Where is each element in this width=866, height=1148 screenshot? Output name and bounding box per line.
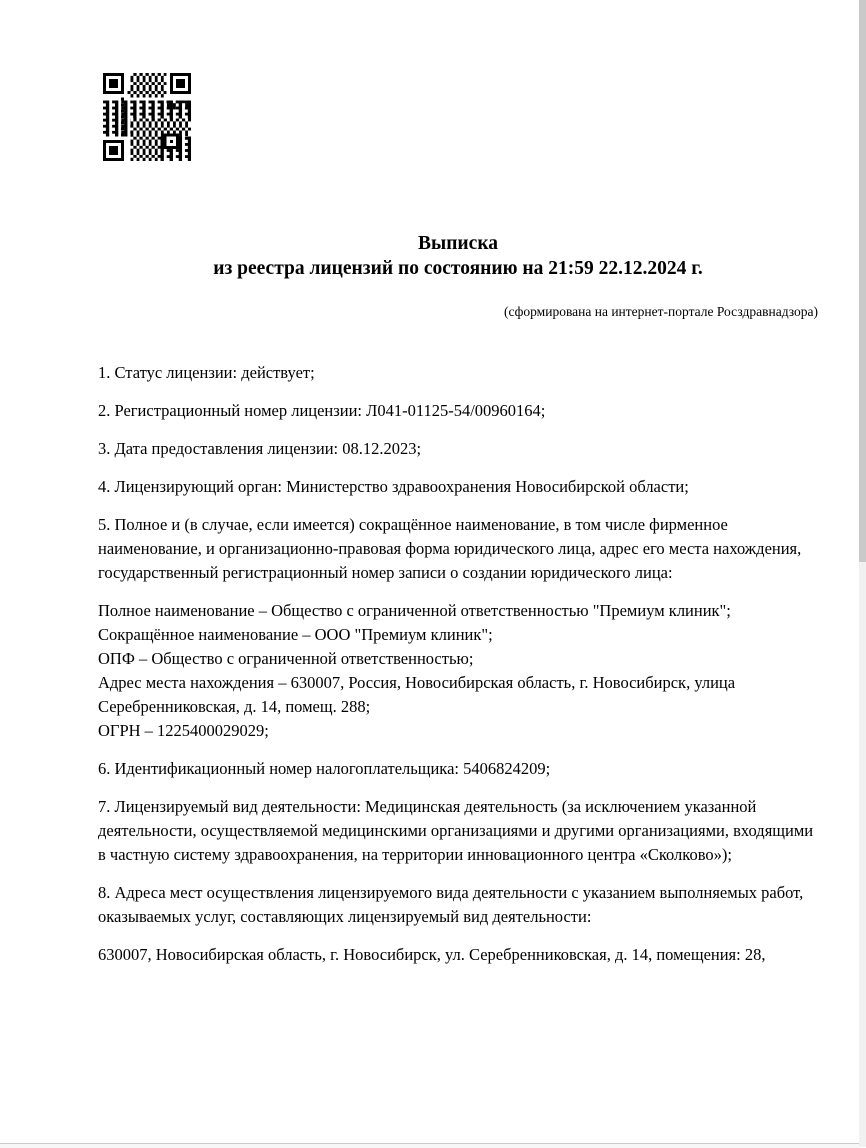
page-bottom-edge xyxy=(0,1143,859,1148)
license-reg-number: 2. Регистрационный номер лицензии: Л041-01125-54/00960164; xyxy=(98,401,546,420)
licensed-activity: 7. Лицензируемый вид деятельности: Медицинская деятельность (за исключением указанной деятельности, осуществляемой медицинскими организациями и другими организациями, входящими в частную систему здравоохранения, на территории инновационного центра «Сколково»); xyxy=(98,797,814,864)
document-title xyxy=(98,231,818,281)
title-line-1: Выписка xyxy=(417,233,499,254)
org-ogrn: ОГРН – 1225400029029; xyxy=(98,721,269,740)
vertical-scrollbar-thumb[interactable] xyxy=(859,0,866,562)
org-full-name: Полное наименование – Общество с ограниченной ответственностью "Премиум клиник"; xyxy=(98,601,731,620)
title-line-2: из реестра лицензий по состоянию на 21:59 22.12.2024 г. xyxy=(213,258,703,279)
licensing-authority: 4. Лицензирующий орган: Министерство здравоохранения Новосибирской области; xyxy=(98,477,689,496)
org-short-name: Сокращённое наименование – ООО "Премиум клиник"; xyxy=(98,625,493,644)
activity-addresses-intro: 8. Адреса мест осуществления лицензируемого вида деятельности с указанием выполняемых работ, оказываемых услуг, составляющих лицензируемый вид деятельности: xyxy=(98,883,804,926)
license-grant-date: 3. Дата предоставления лицензии: 08.12.2023; xyxy=(98,439,422,458)
taxpayer-inn: 6. Идентификационный номер налогоплательщика: 5406824209; xyxy=(98,759,551,778)
generated-note: (сформирована на интернет-портале Росздравнадзора) xyxy=(503,304,818,319)
license-status: 1. Статус лицензии: действует; xyxy=(98,363,315,382)
activity-address-line: 630007, Новосибирская область, г. Новосибирск, ул. Серебренниковская, д. 14, помещения: 28, xyxy=(98,945,766,964)
org-opf: ОПФ – Общество с ограниченной ответственностью; xyxy=(98,649,474,668)
qr-code-icon xyxy=(103,73,191,161)
entity-intro: 5. Полное и (в случае, если имеется) сокращённое наименование, в том числе фирменное наименование, и организационно-правовая форма юридического лица, адрес его места нахождения, государственный регистрационный номер записи о создании юридического лица: xyxy=(98,515,802,582)
license-details xyxy=(98,361,818,981)
organization-block xyxy=(98,599,818,743)
org-address: Адрес места нахождения – 630007, Россия, Новосибирская область, г. Новосибирск, улица Серебренниковская, д. 14, помещ. 288; xyxy=(98,673,736,716)
